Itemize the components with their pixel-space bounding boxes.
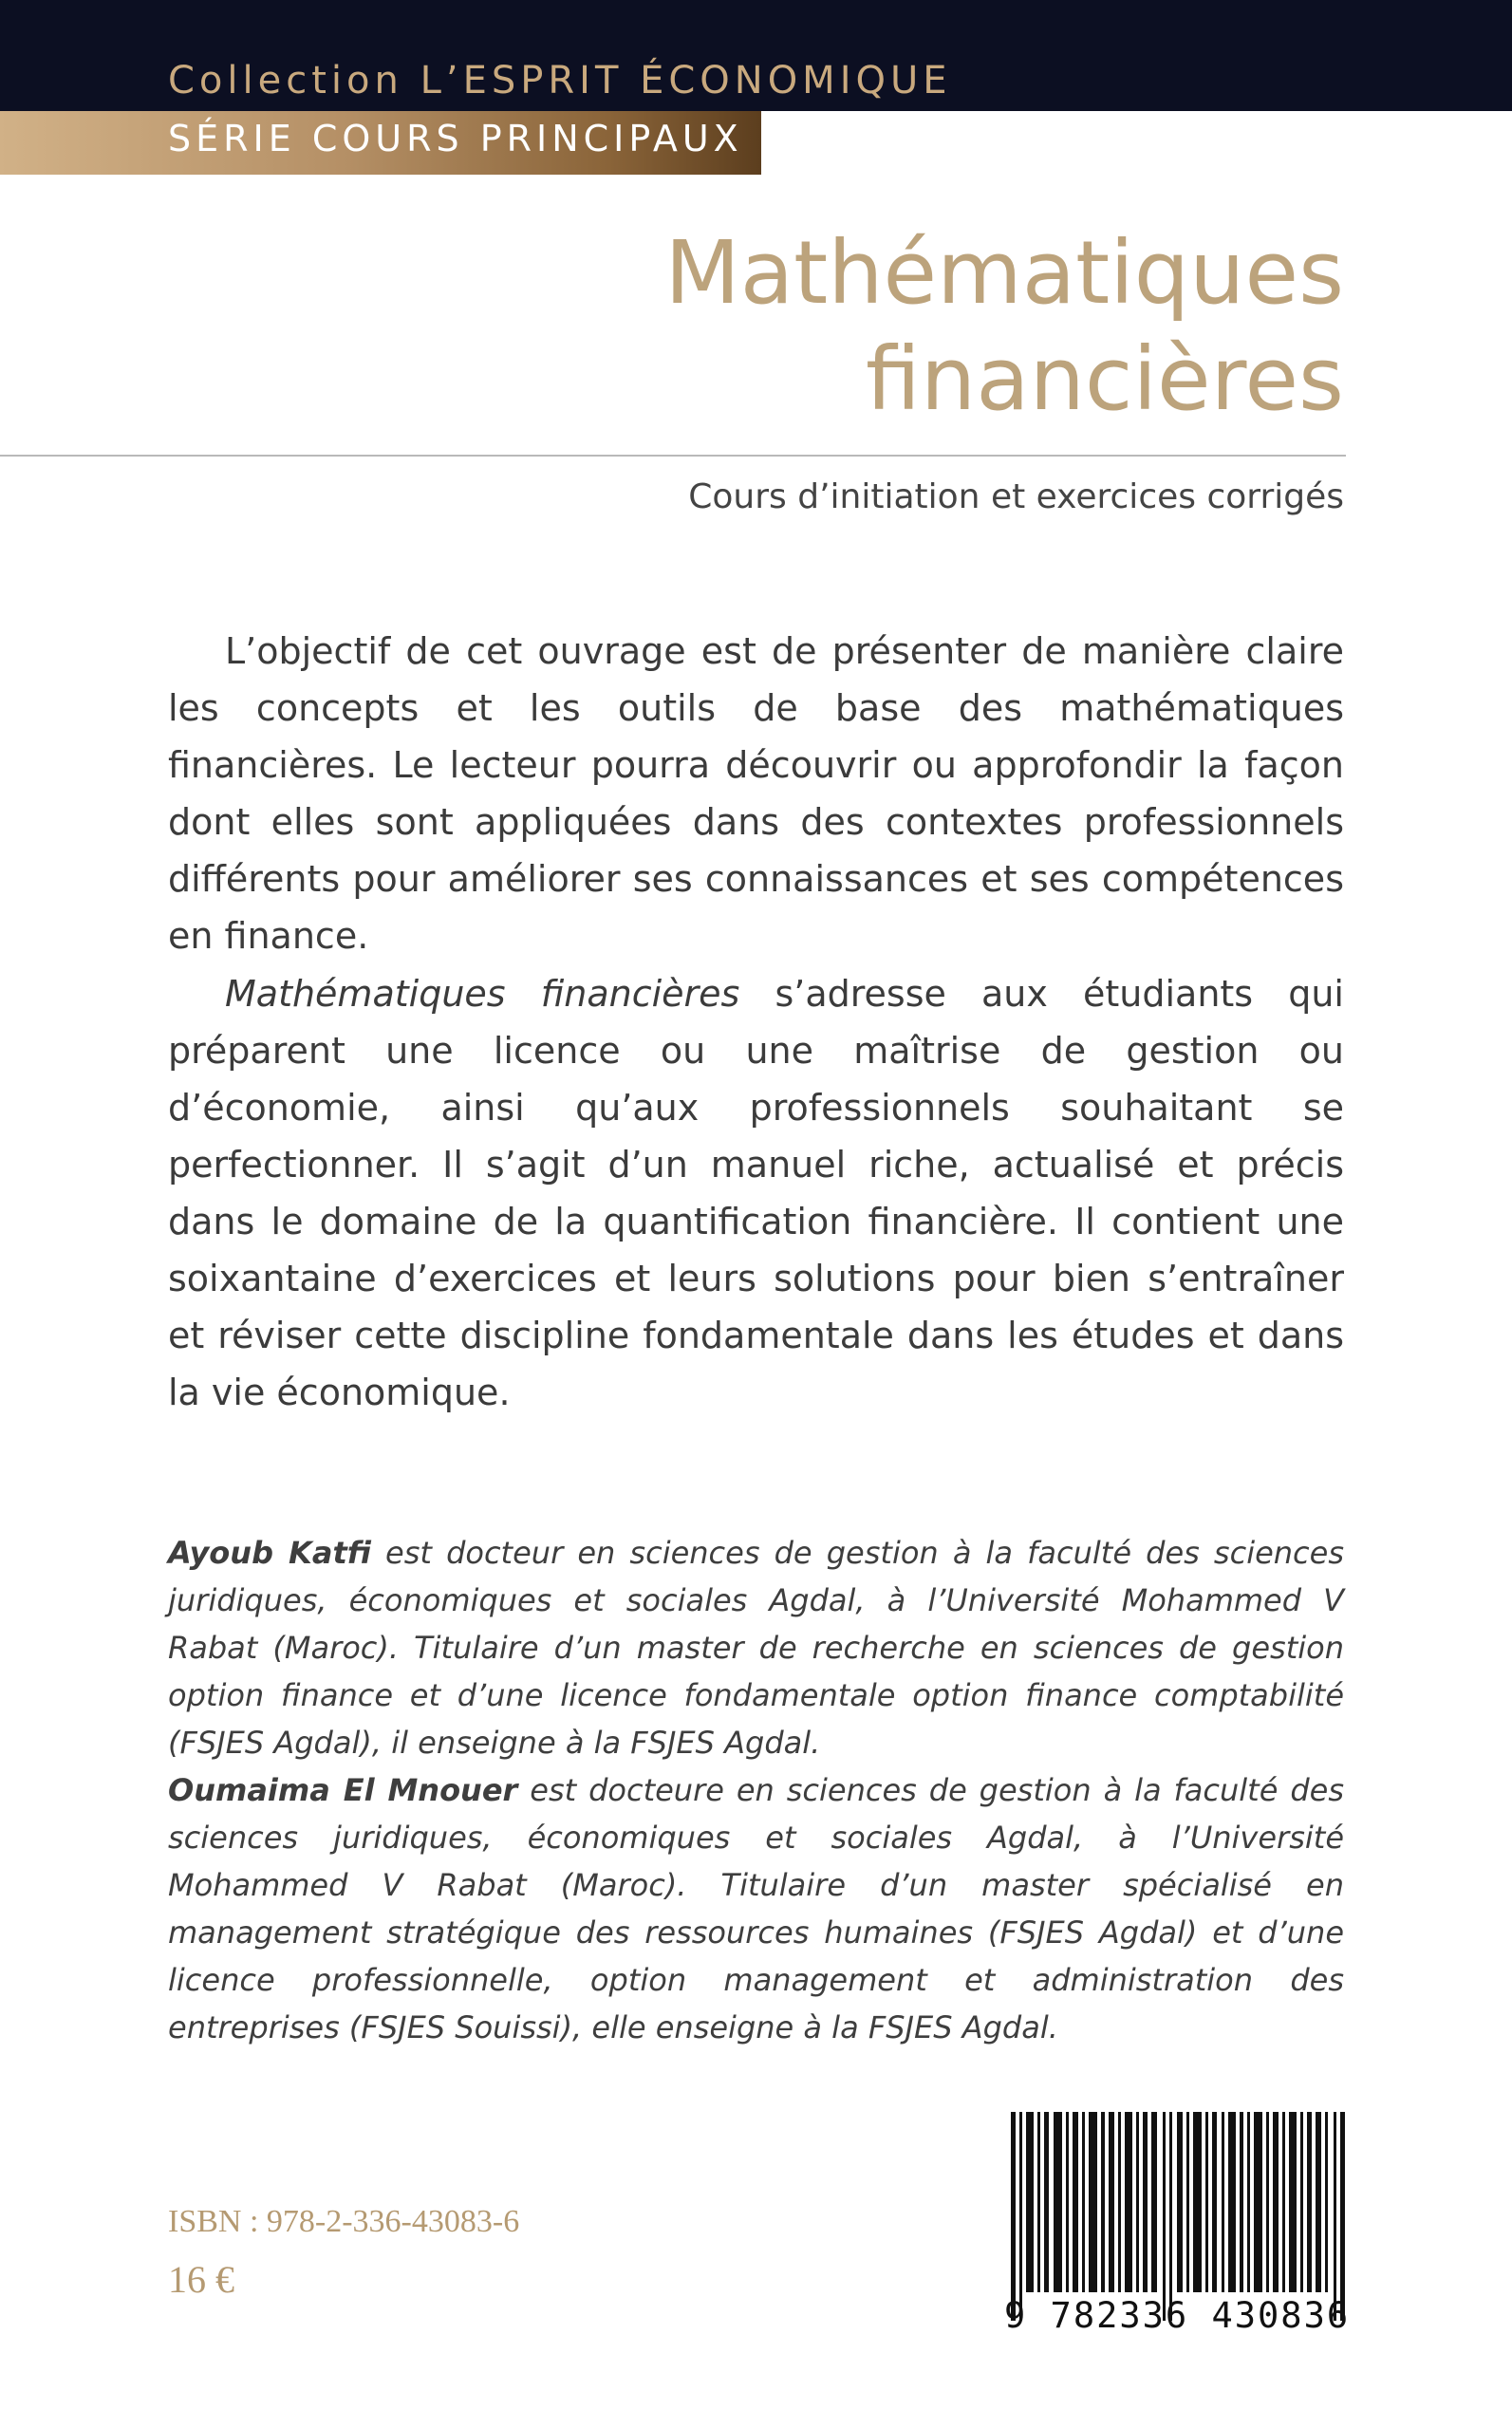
author-bio-2 xyxy=(168,1766,1344,2051)
author-name-1: Ayoub Katfi xyxy=(168,1535,371,1571)
description-paragraph-1 xyxy=(168,623,1344,964)
barcode-digits: 9 782336 430836 xyxy=(1004,2295,1351,2336)
author-bio-1 xyxy=(168,1529,1344,1766)
author-bio-text-2: est docteure en sciences de gestion à la faculté des sciences juridiques, économiques et sociales Agdal, à l’Université Mohammed V Rabat (Maroc). Titulaire d’un master spécialisé en management stratégique des ressources humaines (FSJES Agdal) et d’une licence professionnelle, option management et administration des entreprises (FSJES Souissi), elle enseigne à la FSJES Agdal. xyxy=(168,1772,1345,2045)
description-paragraph-2 xyxy=(168,965,1344,1421)
book-title-line1: Mathématiques xyxy=(664,222,1344,324)
book-title-line2: financières xyxy=(865,328,1344,430)
series-name: SÉRIE COURS PRINCIPAUX xyxy=(168,118,743,159)
book-title xyxy=(300,220,1344,433)
description-text-2-rest: s’adresse aux étudiants qui préparent une licence ou une maîtrise de gestion ou d’économie, ainsi qu’aux professionnels souhaitant se perfectionner. Il s’agit d’un manuel riche, actualisé et précis dans le domaine de la quantification financière. Il contient une soixantaine d’exercices et leurs solutions pour bien s’entraîner et réviser cette discipline fondamentale dans les études et dans la vie économique. xyxy=(168,973,1344,1413)
book-subtitle: Cours d’initiation et exercices corrigés xyxy=(688,477,1344,516)
author-name-2: Oumaima El Mnouer xyxy=(168,1772,518,1808)
isbn: ISBN : 978-2-336-43083-6 xyxy=(168,2204,520,2239)
author-bio-text-1: est docteur en sciences de gestion à la faculté des sciences juridiques, économiques et sociales Agdal, à l’Université Mohammed V Rabat (Maroc). Titulaire d’un master de recherche en sciences de gestion option finance et d’une licence fondamentale option finance comptabilité (FSJES Agdal), il enseigne à la FSJES Agdal. xyxy=(168,1535,1345,1761)
collection-name: Collection L’ESPRIT ÉCONOMIQUE xyxy=(168,59,952,103)
description-book-title: Mathématiques financières xyxy=(225,973,740,1015)
title-divider xyxy=(0,455,1346,457)
barcode-icon xyxy=(1011,2112,1347,2321)
description-text-2 xyxy=(168,965,1344,1421)
description-text-1: L’objectif de cet ouvrage est de présenter de manière claire les concepts et les outils de base des mathématiques financières. Le lecteur pourra découvrir ou approfondir la façon dont elles sont appliquées dans des contextes professionnels différents pour améliorer ses connaissances et ses compétences en finance. xyxy=(168,630,1344,957)
price: 16 € xyxy=(168,2258,234,2301)
